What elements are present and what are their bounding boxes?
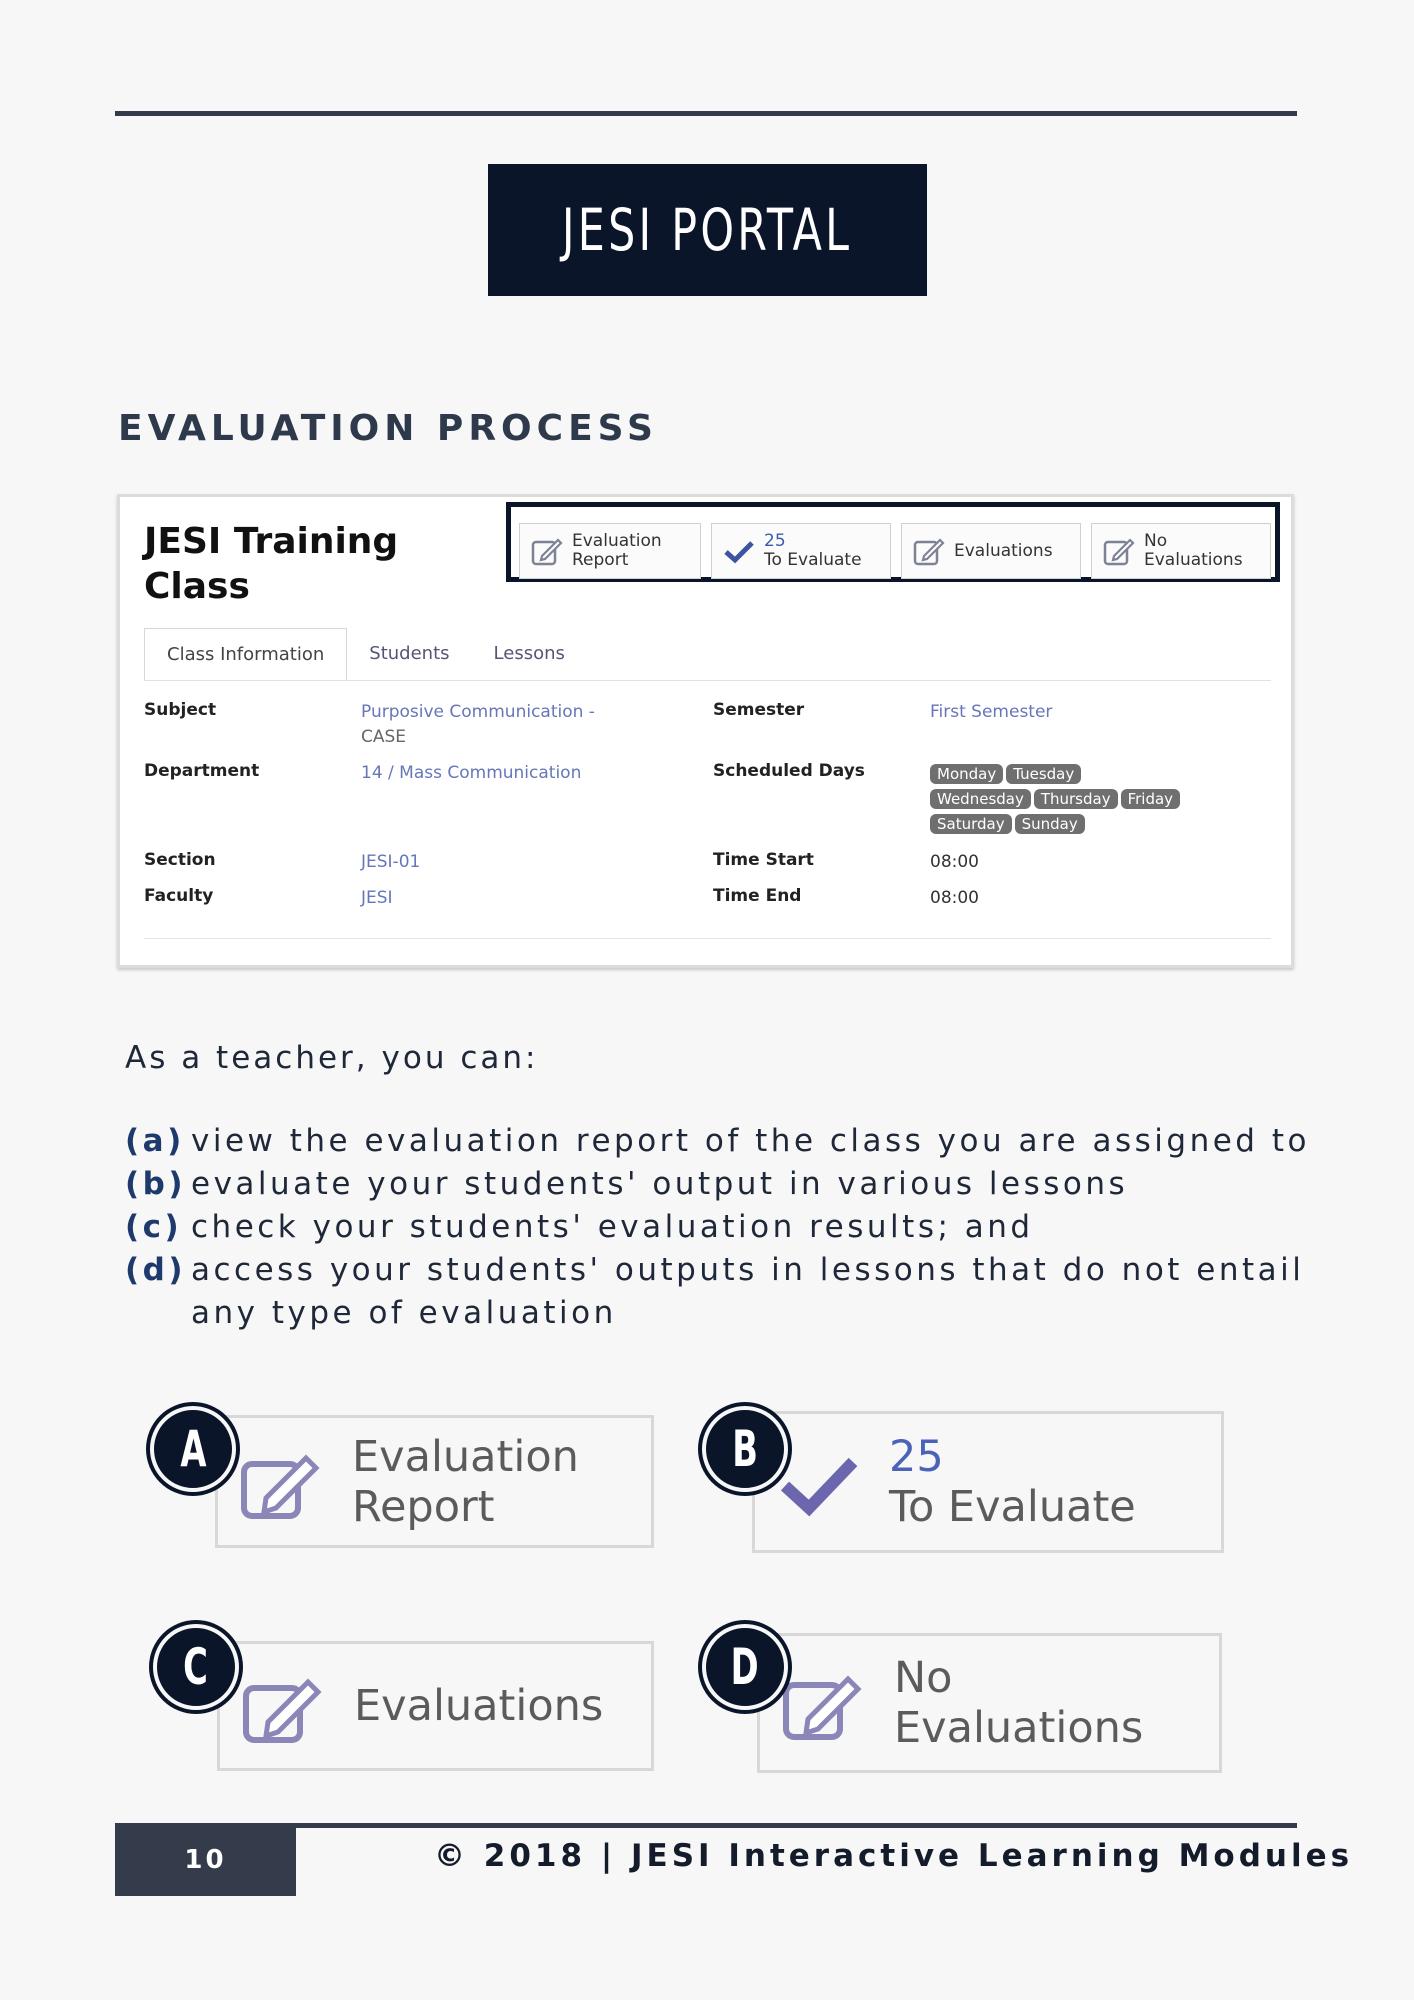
list-marker: (c)	[125, 1209, 183, 1245]
callout-evaluation-report[interactable]	[215, 1415, 654, 1548]
list-marker: (a)	[125, 1123, 185, 1159]
subject-value-line2: CASE	[361, 727, 407, 747]
badge-b	[702, 1406, 788, 1492]
check-icon	[722, 534, 756, 568]
time-end-label: Time End	[713, 886, 802, 906]
department-value: 14 / Mass Communication	[361, 763, 582, 783]
portal-banner	[488, 164, 927, 296]
day-badge: Wednesday	[930, 789, 1031, 809]
list-item	[125, 1206, 1375, 1249]
semester-label: Semester	[713, 700, 805, 720]
callout-a-line1: Evaluation	[352, 1431, 579, 1482]
section-title: EVALUATION PROCESS	[118, 408, 658, 449]
page-number-box	[115, 1823, 296, 1896]
evaluation-report-line1: Evaluation	[572, 531, 662, 551]
callout-to-evaluate[interactable]	[752, 1411, 1224, 1553]
callout-b-count: 25	[889, 1432, 944, 1482]
subject-value-line1: Purposive Communication -	[361, 702, 595, 722]
scheduled-days-label: Scheduled Days	[713, 761, 865, 781]
callout-c-label: Evaluations	[354, 1681, 604, 1731]
class-title: JESI Training Class	[144, 521, 399, 607]
section-label: Section	[144, 850, 216, 870]
list-text: access your students' outputs in lessons that do not entail any type of evaluation	[191, 1252, 1305, 1331]
callout-d-line2: Evaluations	[894, 1703, 1144, 1753]
page-number: 10	[184, 1844, 227, 1875]
to-evaluate-count: 25	[764, 531, 786, 551]
class-panel	[117, 494, 1294, 968]
callout-no-evaluations[interactable]	[757, 1633, 1222, 1773]
day-badge: Monday	[930, 764, 1003, 784]
list-item	[125, 1163, 1375, 1206]
edit-icon	[1102, 534, 1136, 568]
class-tabs	[144, 628, 587, 680]
badge-c-letter: C	[183, 1638, 209, 1696]
time-start-value: 08:00	[930, 852, 979, 872]
edit-icon	[530, 534, 564, 568]
no-evaluations-line2: Evaluations	[1144, 550, 1243, 570]
top-divider	[115, 111, 1297, 116]
action-buttons-highlight	[506, 502, 1280, 582]
edit-icon	[238, 1666, 326, 1746]
callout-a-line2: Report	[352, 1481, 495, 1532]
to-evaluate-button[interactable]	[711, 523, 891, 579]
list-item	[125, 1249, 1375, 1335]
panel-divider	[144, 938, 1271, 939]
evaluation-report-button[interactable]	[519, 523, 701, 579]
scheduled-days	[930, 764, 1230, 839]
day-badge: Friday	[1121, 789, 1180, 809]
faculty-value: JESI	[361, 888, 393, 908]
department-label: Department	[144, 761, 260, 781]
footer-copyright: © 2018 | JESI Interactive Learning Modules	[434, 1838, 1354, 1874]
tab-students[interactable]: Students	[369, 643, 450, 664]
list-item	[125, 1120, 1375, 1163]
evaluations-label: Evaluations	[954, 540, 1053, 561]
day-badge: Sunday	[1015, 814, 1085, 834]
day-badge: Tuesday	[1006, 764, 1081, 784]
portal-title: JESI PORTAL	[562, 196, 853, 264]
badge-d	[702, 1624, 788, 1710]
badge-c	[153, 1624, 239, 1710]
section-value: JESI-01	[361, 852, 421, 872]
callout-d-line1: No	[894, 1653, 953, 1703]
edit-icon	[912, 534, 946, 568]
subject-value	[361, 700, 595, 750]
no-evaluations-line1: No	[1144, 531, 1168, 551]
faculty-label: Faculty	[144, 886, 214, 906]
list-marker: (b)	[125, 1166, 187, 1202]
capabilities-list	[125, 1120, 1375, 1335]
subject-label: Subject	[144, 700, 217, 720]
to-evaluate-label: To Evaluate	[764, 550, 862, 570]
callout-b-label: To Evaluate	[889, 1482, 1136, 1532]
tabs-divider	[144, 680, 1271, 681]
badge-d-letter: D	[730, 1638, 760, 1696]
tab-lessons[interactable]: Lessons	[493, 643, 565, 664]
time-end-value: 08:00	[930, 888, 979, 908]
evaluations-button[interactable]	[901, 523, 1081, 579]
edit-icon	[236, 1442, 324, 1522]
list-text: evaluate your students' output in various lessons	[191, 1166, 1129, 1202]
edit-icon	[778, 1663, 866, 1743]
badge-a	[150, 1406, 236, 1492]
semester-value: First Semester	[930, 702, 1053, 722]
badge-b-letter: B	[732, 1420, 758, 1478]
list-text: check your students' evaluation results; and	[191, 1209, 1034, 1245]
tab-class-information[interactable]: Class Information	[144, 628, 347, 680]
intro-text: As a teacher, you can:	[125, 1040, 539, 1076]
list-text: view the evaluation report of the class you are assigned to	[191, 1123, 1310, 1159]
time-start-label: Time Start	[713, 850, 814, 870]
day-badge: Saturday	[930, 814, 1012, 834]
day-badge: Thursday	[1034, 789, 1118, 809]
badge-a-letter: A	[179, 1420, 207, 1478]
callout-evaluations[interactable]	[217, 1641, 654, 1771]
evaluation-report-line2: Report	[572, 550, 629, 570]
no-evaluations-button[interactable]	[1091, 523, 1271, 579]
list-marker: (d)	[125, 1252, 187, 1288]
